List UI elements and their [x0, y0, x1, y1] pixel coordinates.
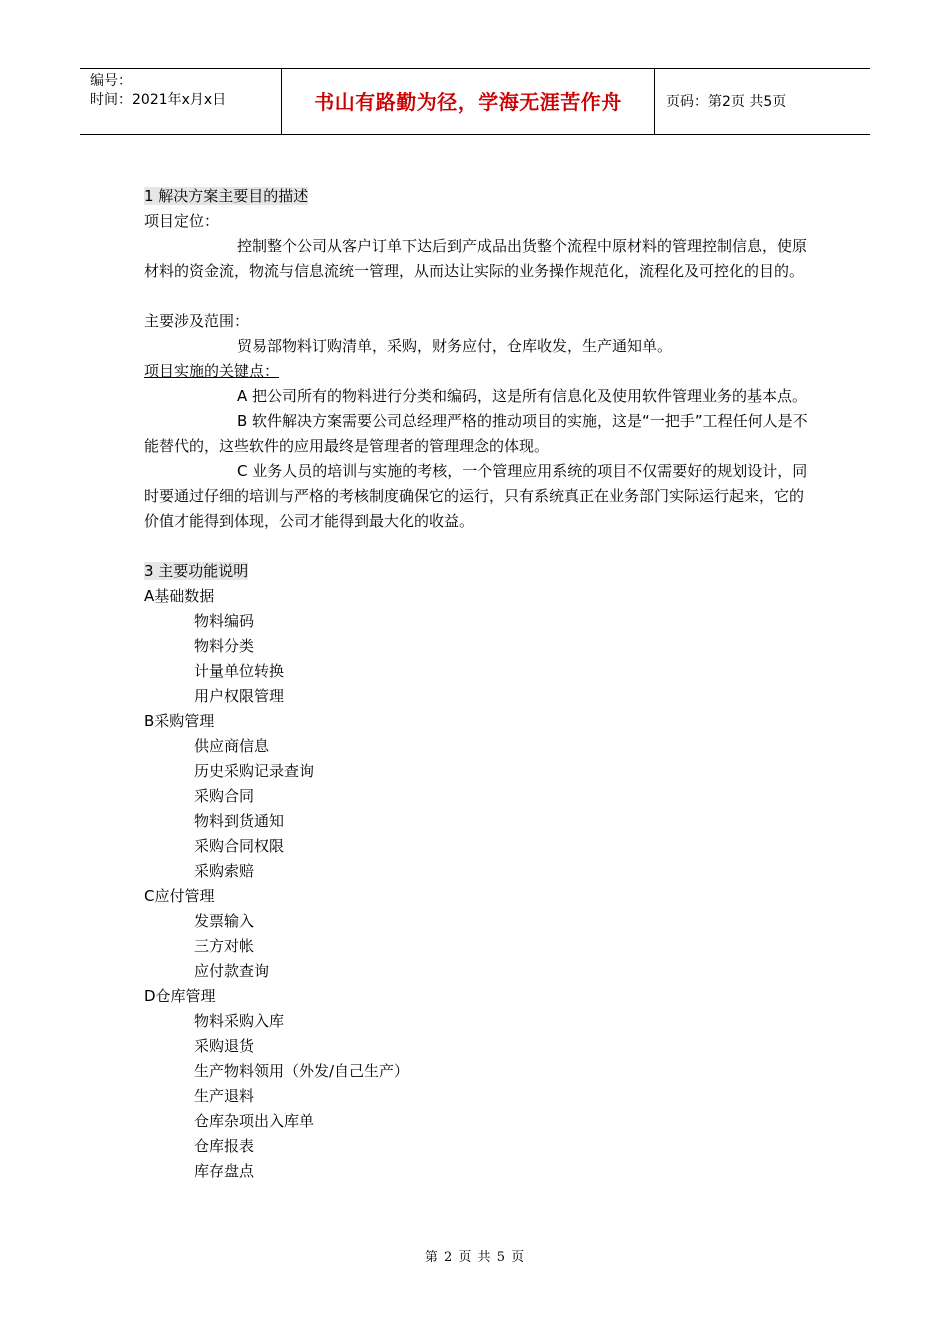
header-page-label: 页码：第2页 共5页	[666, 94, 787, 110]
list-item: 历史采购记录查询	[194, 762, 315, 780]
section-3-heading	[144, 559, 812, 584]
list-item: 用户权限管理	[194, 687, 285, 705]
scope-label: 主要涉及范围：	[144, 312, 250, 330]
function-group-b	[144, 709, 812, 884]
document-body	[144, 184, 812, 1184]
function-group-a	[144, 584, 812, 709]
keypoint-a-paragraph: A 把公司所有的物料进行分类和编码，这是所有信息化及使用软件管理业务的基本点。	[237, 387, 808, 405]
function-group-title: C应付管理	[144, 887, 215, 905]
list-item: 采购合同权限	[194, 837, 285, 855]
list-item: 物料分类	[194, 637, 255, 655]
section-1-heading-text: 1 解决方案主要目的描述	[144, 187, 309, 205]
list-item: 三方对帐	[194, 937, 255, 955]
list-item: 供应商信息	[194, 737, 270, 755]
list-item: 生产物料领用（外发/自己生产）	[194, 1062, 410, 1080]
list-item: 物料采购入库	[194, 1012, 285, 1030]
keypoints-label	[144, 359, 812, 384]
list-item: 采购合同	[194, 787, 255, 805]
list-item: 发票输入	[194, 912, 255, 930]
list-item: 物料编码	[194, 612, 255, 630]
list-item: 仓库报表	[194, 1137, 255, 1155]
section-1-heading	[144, 184, 812, 209]
header-meta-cell	[80, 69, 282, 135]
list-item: 计量单位转换	[194, 662, 285, 680]
page-footer: 第 2 页 共 5 页	[424, 1250, 526, 1265]
scope-paragraph: 贸易部物料订购清单，采购，财务应付，仓库收发，生产通知单。	[237, 337, 673, 355]
document-number-label: 编号：	[90, 73, 132, 89]
positioning-label: 项目定位：	[144, 212, 220, 230]
list-item: 生产退料	[194, 1087, 255, 1105]
spacer	[144, 284, 812, 309]
keypoints-label-text: 项目实施的关键点：	[144, 362, 280, 380]
function-group-d	[144, 984, 812, 1184]
function-group-title: A基础数据	[144, 587, 215, 605]
keypoint-c-paragraph: C 业务人员的培训与实施的考核，一个管理应用系统的项目不仅需要好的规划设计，同时要通过仔细的培训与严格的考核制度确保它的运行，只有系统真正在业务部门实际运行起来，它的价值才能得到体现，公司才能得到最大化的收益。	[144, 462, 808, 530]
page-header	[80, 68, 870, 135]
list-item: 采购退货	[194, 1037, 255, 1055]
spacer	[144, 534, 812, 559]
section-3-heading-text: 3 主要功能说明	[144, 562, 249, 580]
function-group-title: B采购管理	[144, 712, 215, 730]
function-group-title: D仓库管理	[144, 987, 216, 1005]
function-group-c	[144, 884, 812, 984]
document-time-label: 时间：2021年x月x日	[90, 92, 227, 108]
list-item: 库存盘点	[194, 1162, 255, 1180]
list-item: 采购索赔	[194, 862, 255, 880]
positioning-paragraph: 控制整个公司从客户订单下达后到产成品出货整个流程中原材料的管理控制信息，使原材料的资金流，物流与信息流统一管理，从而达让实际的业务操作规范化，流程化及可控化的目的。	[144, 237, 808, 280]
header-motto: 书山有路勤为径，学海无涯苦作舟	[282, 69, 655, 135]
list-item: 应付款查询	[194, 962, 270, 980]
keypoint-b-paragraph: B 软件解决方案需要公司总经理严格的推动项目的实施，这是“一把手”工程任何人是不能替代的，这些软件的应用最终是管理者的管理理念的体现。	[144, 412, 808, 455]
list-item: 物料到货通知	[194, 812, 285, 830]
list-item: 仓库杂项出入库单	[194, 1112, 315, 1130]
